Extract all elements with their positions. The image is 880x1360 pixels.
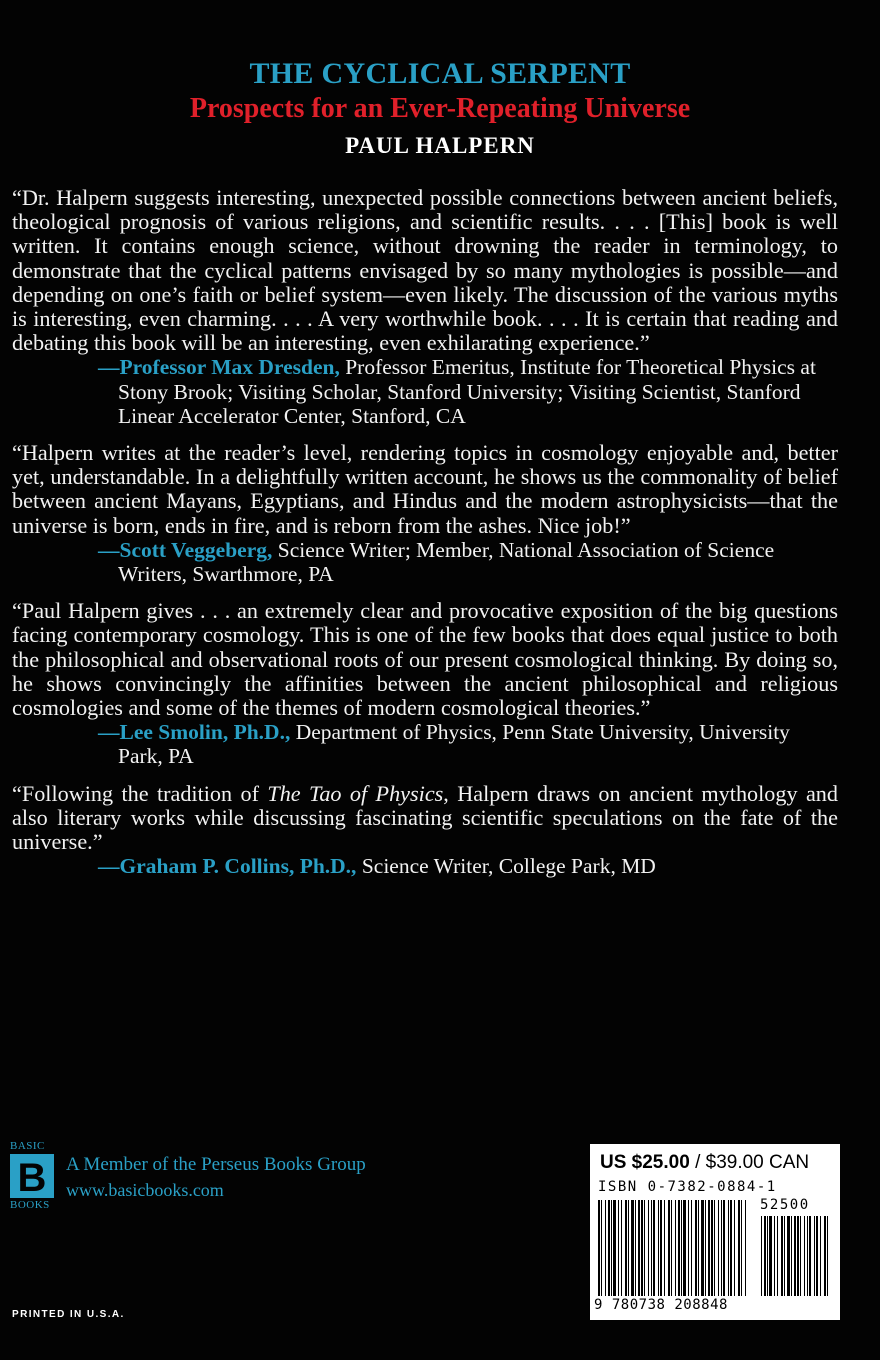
addon-bar	[769, 1216, 772, 1296]
barcode-bar	[683, 1200, 686, 1296]
barcode-bar	[705, 1200, 706, 1296]
barcode-bar	[711, 1200, 713, 1296]
addon-bar	[824, 1216, 826, 1296]
basic-books-logo	[10, 1140, 56, 1212]
publisher-website[interactable]: www.basicbooks.com	[66, 1180, 224, 1200]
price-can: $39.00 CAN	[705, 1152, 810, 1173]
addon-bar	[820, 1216, 821, 1296]
barcode-bar	[698, 1200, 699, 1296]
addon-bar	[767, 1216, 768, 1296]
addon-bar	[791, 1216, 792, 1296]
attribution-affiliation: Science Writer; Member, National Association of Science Writers, Swarthmore, PA	[118, 537, 775, 587]
price-us: US $25.00	[600, 1152, 690, 1173]
barcode-bar	[728, 1200, 729, 1296]
addon-bar	[807, 1216, 808, 1296]
barcode-bar	[658, 1200, 659, 1296]
attribution-affiliation: Department of Physics, Penn State University, University Park, PA	[118, 720, 790, 769]
barcode-bar	[653, 1200, 655, 1296]
barcode-bar	[741, 1200, 742, 1296]
ean-number: 9 780738 208848	[594, 1297, 728, 1313]
attribution	[98, 854, 818, 878]
attribution	[98, 355, 818, 428]
quote-text	[12, 782, 838, 855]
barcode-bar	[648, 1200, 649, 1296]
book-author: PAUL HALPERN	[345, 133, 535, 158]
book-subtitle: Prospects for an Ever-Repeating Universe	[189, 93, 691, 124]
barcode-bar	[635, 1200, 636, 1296]
quote-text: “Paul Halpern gives . . . an extremely clear and provocative exposition of the big questions facing contemporary cosmology. This is one of the few books that does equal justice to both the philosophical and observational roots of our present cosmological thinking. By doing so, he shows convincingly the affinities between the ancient philosophical and religious cosmologies and some of the themes of modern cosmological theories.”	[12, 598, 838, 721]
attribution-affiliation: Science Writer, College Park, MD	[356, 854, 656, 879]
endorsement	[12, 599, 838, 768]
book-title: THE CYCLICAL SERPENT	[249, 57, 631, 90]
barcode-bar	[734, 1200, 735, 1296]
barcode-bar	[660, 1200, 662, 1296]
endorsement	[12, 782, 838, 879]
printed-in-label: PRINTED IN U.S.A.	[12, 1309, 125, 1320]
addon-bar	[787, 1216, 790, 1296]
barcode-bar	[628, 1200, 629, 1296]
barcode-bar	[621, 1200, 622, 1296]
addon-bar	[827, 1216, 828, 1296]
barcode-bar	[675, 1200, 676, 1296]
book-reference: The Tao of Physics	[267, 780, 444, 806]
addon-code: 52500	[760, 1197, 810, 1213]
barcode-bar	[608, 1200, 610, 1296]
barcode-bar	[730, 1200, 732, 1296]
attribution-affiliation: Professor Emeritus, Institute for Theoretical Physics at Stony Brook; Visiting Scholar, Stanford University; Visiting Scientist, Stanford Linear Accelerator Center, Stanford, CA	[118, 355, 816, 428]
publisher-group: A Member of the Perseus Books Group	[66, 1154, 366, 1175]
endorsement	[12, 186, 838, 428]
barcode-bar	[613, 1200, 616, 1296]
addon-bar	[814, 1216, 815, 1296]
attribution-name: —Lee Smolin, Ph.D.,	[98, 720, 291, 745]
attribution-name: —Graham P. Collins, Ph.D.,	[98, 854, 357, 879]
logo-top-text: BASIC	[10, 1140, 45, 1152]
barcode-bar	[631, 1200, 634, 1296]
addon-bar	[774, 1216, 775, 1296]
addon-bar	[800, 1216, 801, 1296]
book-header	[0, 56, 880, 162]
addon-bar	[809, 1216, 811, 1296]
barcode-bar	[714, 1200, 715, 1296]
barcode-bar	[668, 1200, 670, 1296]
price-separator: /	[689, 1152, 706, 1173]
barcode-bar	[641, 1200, 643, 1296]
isbn-number: ISBN 0-7382-0884-1	[598, 1179, 777, 1195]
barcode-bar	[691, 1200, 692, 1296]
logo-letter: B	[17, 1156, 47, 1198]
attribution	[98, 720, 818, 768]
logo-bottom-text: BOOKS	[10, 1199, 50, 1211]
barcode-bar	[611, 1200, 612, 1296]
addon-bar	[764, 1216, 766, 1296]
addon-bar	[804, 1216, 805, 1296]
barcode-bar	[618, 1200, 619, 1296]
addon-bar	[797, 1216, 799, 1296]
quote-text-part: , Halpern draws on ancient mythology and also literary works while discussing fascinating scientific speculations on the fate of the universe.”	[12, 780, 838, 855]
attribution-name: —Scott Veggeberg,	[98, 537, 273, 562]
barcode-bar	[601, 1200, 602, 1296]
barcode-bar	[625, 1200, 627, 1296]
addon-bar	[816, 1216, 818, 1296]
quote-text: “Halpern writes at the reader’s level, rendering topics in cosmology enjoyable and, better yet, understandable. In a delightfully written account, he shows us the commonality of belief between ancient Mayans, Egyptians, and Hindus and the modern astrophysicists—that the universe is born, ends in fire, and is reborn from the ashes. Nice job!”	[12, 440, 838, 538]
barcode-bar	[738, 1200, 740, 1296]
endorsement	[12, 441, 838, 586]
barcode-bar	[681, 1200, 682, 1296]
barcode-bar	[721, 1200, 722, 1296]
addon-bar	[784, 1216, 785, 1296]
quote-text-part: “Following the tradition of	[12, 780, 268, 806]
addon-bar	[794, 1216, 796, 1296]
barcode-bar	[651, 1200, 652, 1296]
barcode-bar	[695, 1200, 697, 1296]
barcode-bar	[664, 1200, 665, 1296]
barcode-bar	[718, 1200, 719, 1296]
barcode-bar	[638, 1200, 640, 1296]
barcode-panel	[590, 1144, 840, 1320]
addon-bar	[781, 1216, 783, 1296]
attribution-name: —Professor Max Dresden,	[98, 355, 340, 380]
barcode-bar	[644, 1200, 645, 1296]
barcode-bar	[598, 1200, 600, 1296]
ean-barcode-icon	[596, 1200, 834, 1304]
price-line	[600, 1152, 809, 1174]
barcode-bar	[605, 1200, 606, 1296]
barcode-bar	[671, 1200, 672, 1296]
barcode-bar	[745, 1200, 746, 1296]
endorsements	[12, 186, 838, 891]
barcode-bar	[723, 1200, 725, 1296]
barcode-bar	[708, 1200, 710, 1296]
barcode-bar	[678, 1200, 680, 1296]
logo-b-icon	[10, 1154, 54, 1198]
publisher-block	[10, 1140, 410, 1214]
barcode-bar	[701, 1200, 704, 1296]
quote-text: “Dr. Halpern suggests interesting, unexpected possible connections between ancient beliefs, theological prognosis of various religions, and scientific results. . . . [This] book is well written. It contains enough science, without drowning the reader in terminology, to demonstrate that the cyclical patterns envisaged by so many mythologies is possible—and depending on one’s faith or belief system—even likely. The discussion of the various myths is interesting, even charming. . . . A very worthwhile book. . . . It is certain that reading and debating this book will be an interesting, even exhilarating experience.”	[12, 185, 838, 356]
addon-bar	[777, 1216, 778, 1296]
addon-bar	[761, 1216, 762, 1296]
barcode-bar	[688, 1200, 689, 1296]
attribution	[98, 538, 818, 586]
